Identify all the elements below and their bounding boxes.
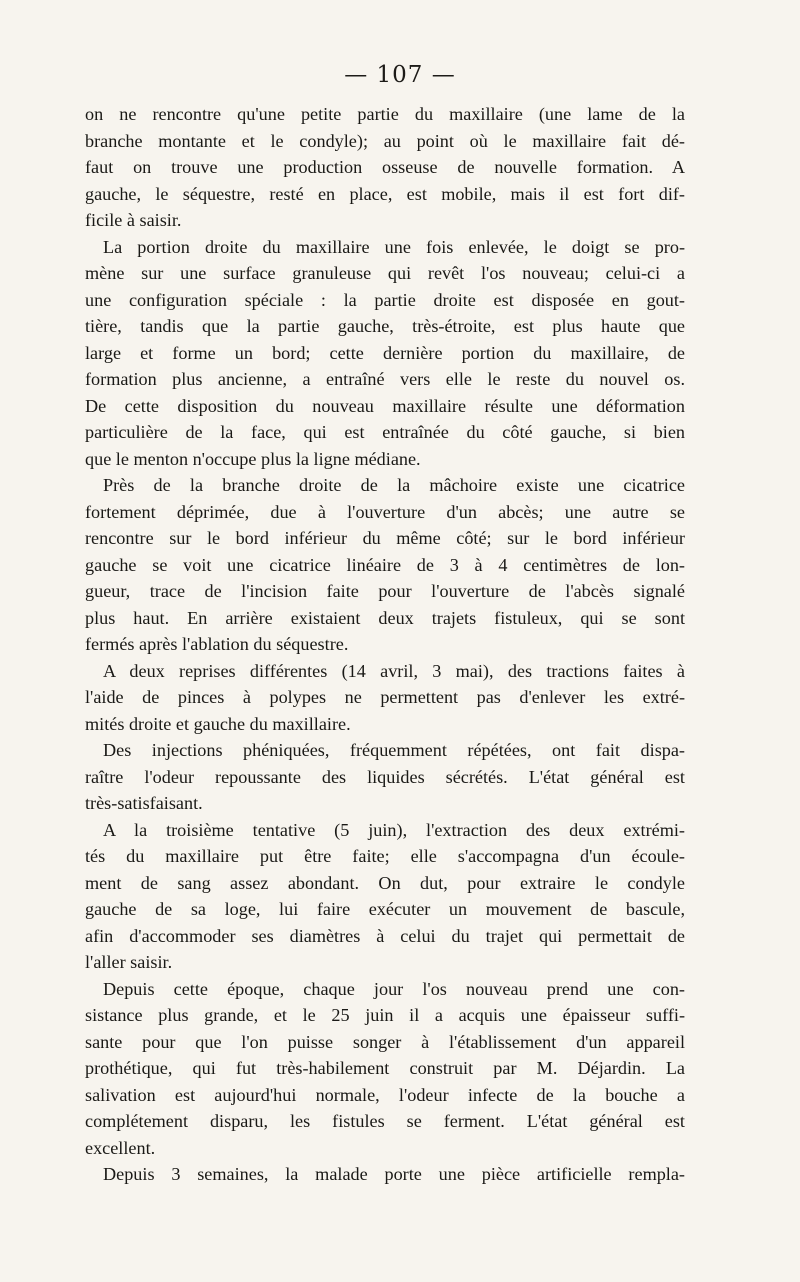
text-line: mène sur une surface granuleuse qui revêt l'os nouveau; celui-ci a: [85, 263, 685, 283]
paragraph: [85, 658, 685, 738]
text-line: tière, tandis que la partie gauche, très-étroite, est plus haute que: [85, 316, 685, 336]
text-line: excellent.: [85, 1137, 156, 1158]
paragraph: [85, 737, 685, 817]
text-line: branche montante et le condyle); au point où le maxillaire fait dé-: [85, 130, 685, 151]
text-line: tés du maxillaire put être faite; elle s'accompagna d'un écoule-: [85, 846, 685, 866]
text-line: Depuis 3 semaines, la malade porte une pièce artificielle rempla-: [103, 1164, 685, 1184]
text-line: plus haut. En arrière existaient deux trajets fistuleux, qui se sont: [85, 607, 685, 628]
paragraph: [85, 234, 685, 473]
text-line: A la troisième tentative (5 juin), l'extraction des deux extrémi-: [103, 819, 685, 840]
text-line: raître l'odeur repoussante des liquides sécrétés. L'état général est: [85, 766, 685, 787]
text-line: gauche de sa loge, lui faire exécuter un mouvement de bascule,: [85, 899, 685, 919]
text-line: très-satisfaisant.: [85, 793, 203, 813]
text-line: gauche se voit une cicatrice linéaire de 3 à 4 centimètres de lon-: [85, 554, 685, 575]
text-line: faut on trouve une production osseuse de nouvelle formation. A: [85, 157, 685, 177]
text-line: Des injections phéniquées, fréquemment répétées, ont fait dispa-: [103, 740, 685, 760]
text-line: fermés après l'ablation du séquestre.: [85, 634, 349, 654]
text-line: particulière de la face, qui est entraînée du côté gauche, si bien: [85, 422, 685, 442]
paragraph: [85, 976, 685, 1162]
text-line: La portion droite du maxillaire une fois enlevée, le doigt se pro-: [103, 236, 685, 257]
page-number: — 107 —: [344, 62, 456, 88]
text-line: prothétique, qui fut très-habilement construit par M. Déjardin. La: [85, 1058, 685, 1078]
text-line: l'aide de pinces à polypes ne permettent pas d'enlever les extré-: [85, 687, 685, 707]
text-line: ficile à saisir.: [85, 210, 182, 230]
text-line: on ne rencontre qu'une petite partie du maxillaire (une lame de la: [85, 104, 685, 124]
text-line: sante pour que l'on puisse songer à l'établissement d'un appareil: [85, 1031, 685, 1052]
text-line: salivation est aujourd'hui normale, l'odeur infecte de la bouche a: [85, 1084, 685, 1105]
body-text: [85, 101, 685, 1188]
text-line: Près de la branche droite de la mâchoire existe une cicatrice: [103, 475, 685, 495]
text-line: une configuration spéciale : la partie droite est disposée en gout-: [85, 289, 685, 310]
paragraph: [85, 1161, 685, 1188]
text-line: rencontre sur le bord inférieur du même côté; sur le bord inférieur: [85, 528, 685, 548]
text-line: gueur, trace de l'incision faite pour l'ouverture de l'abcès signalé: [85, 581, 685, 601]
text-line: afin d'accommoder ses diamètres à celui du trajet qui permettait de: [85, 925, 685, 946]
text-line: A deux reprises différentes (14 avril, 3 mai), des tractions faites à: [103, 660, 685, 681]
text-line: que le menton n'occupe plus la ligne médiane.: [85, 448, 421, 469]
paragraph: [85, 472, 685, 658]
text-line: mités droite et gauche du maxillaire.: [85, 713, 351, 734]
text-line: Depuis cette époque, chaque jour l'os nouveau prend une con-: [103, 978, 685, 999]
text-line: De cette disposition du nouveau maxillaire résulte une déformation: [85, 395, 685, 416]
text-line: complétement disparu, les fistules se ferment. L'état général est: [85, 1111, 685, 1131]
text-line: gauche, le séquestre, resté en place, est mobile, mais il est fort dif-: [85, 183, 685, 204]
text-line: l'aller saisir.: [85, 952, 173, 972]
text-line: sistance plus grande, et le 25 juin il a acquis une épaisseur suffi-: [85, 1005, 685, 1025]
paragraph: [85, 101, 685, 234]
text-line: fortement déprimée, due à l'ouverture d'un abcès; une autre se: [85, 501, 685, 522]
paragraph: [85, 817, 685, 976]
text-line: ment de sang assez abondant. On dut, pour extraire le condyle: [85, 872, 685, 893]
text-line: formation plus ancienne, a entraîné vers elle le reste du nouvel os.: [85, 369, 685, 389]
text-line: large et forme un bord; cette dernière portion du maxillaire, de: [85, 342, 685, 363]
